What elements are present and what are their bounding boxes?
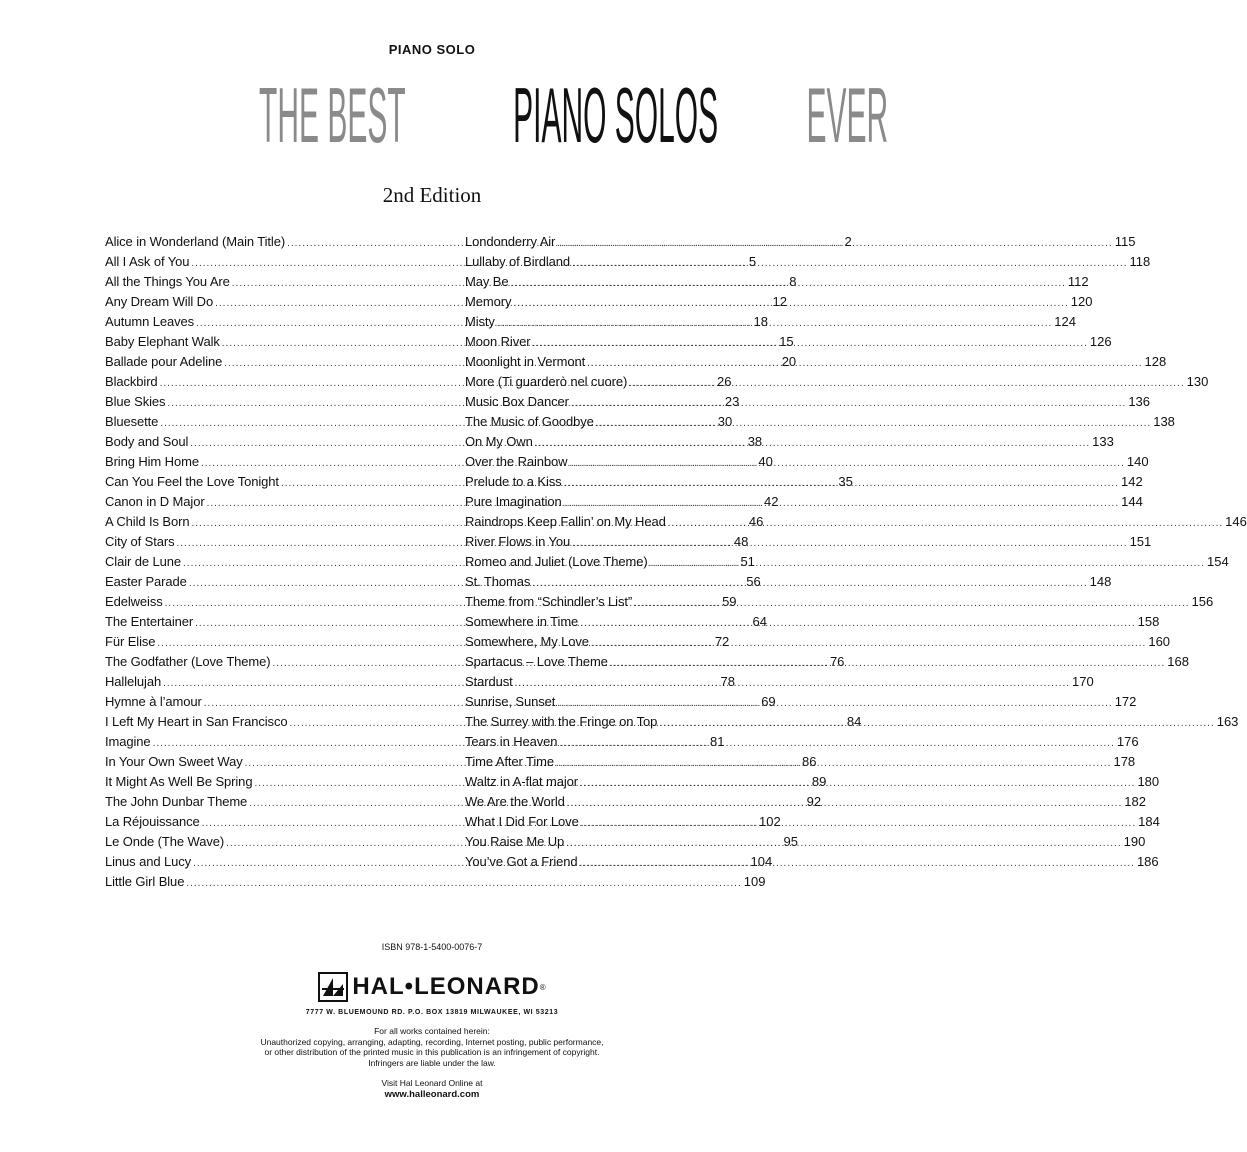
legal-line: Unauthorized copying, arranging, adapting, recording, Internet posting, public performance, [260,1036,604,1047]
toc-leader-dots [650,558,1205,569]
toc-entry-page: 186 [1136,854,1159,869]
toc-entry-title: In Your Own Sweet Way [105,754,243,769]
toc-entry-title: Londonderry Air [465,234,556,249]
title-part-the-best: THE BEST [259,71,406,159]
toc-entry-page: 156 [1191,594,1214,609]
toc-leader-dots [564,498,1119,509]
toc-entry-page: 109 [743,874,766,889]
toc-entry-page: 160 [1148,634,1171,649]
publisher-address: 7777 W. BLUEMOUND RD. P.O. BOX 13819 MILWAUKEE, WI 53213 [305,1009,559,1016]
toc-entry-title: A Child Is Born [105,514,190,529]
toc-entry [465,314,1076,334]
toc-entry-page: 86 [802,754,817,769]
toc-entry-page: 151 [1129,534,1152,549]
toc-entry-title: You’ve Got a Friend [465,854,578,869]
toc-leader-dots [580,778,1135,789]
toc-entry-page: 15 [779,334,794,349]
toc-leader-dots [569,458,1124,469]
toc-entry-title: Clair de Lune [105,554,182,569]
toc-entry-page: 126 [1089,334,1112,349]
toc-leader-dots [610,658,1165,669]
toc-leader-dots [566,838,1121,849]
toc-entry-page: 26 [717,374,732,389]
toc-entry-title: I Left My Heart in San Francisco [105,714,288,729]
toc-entry-title: Memory [465,294,512,309]
toc-leader-dots [634,598,1189,609]
toc-entry-page: 154 [1207,554,1229,569]
toc-entry-title: The Godfather (Love Theme) [105,654,271,669]
toc-entry-page: 42 [763,494,779,509]
toc-entry-title: Canon in D Major [105,494,205,509]
toc-entry-page: 180 [1137,774,1160,789]
toc-entry-title: Bring Him Home [105,454,199,469]
visit-text: Visit Hal Leonard Online at [381,1078,483,1088]
hal-leonard-logo-icon [318,972,348,1002]
toc-entry-title: Sunrise, Sunset [465,694,556,709]
toc-entry-page: 128 [1144,354,1167,369]
toc-leader-dots [510,278,1065,289]
toc-leader-dots [580,858,1135,869]
toc-entry-title: It Might As Well Be Spring [105,774,253,789]
toc-entry-page: 35 [838,474,853,489]
toc-entry [465,454,1149,474]
toc-entry-page: 158 [1137,614,1160,629]
toc-entry-page: 148 [1089,574,1112,589]
toc-entry-page: 120 [1070,294,1093,309]
toc-entry-page: 2 [844,234,852,249]
toc-leader-dots [556,758,1111,769]
toc-entry-page: 5 [748,254,757,269]
toc-entry-title: Linus and Lucy [105,854,192,869]
toc-entry-page: 12 [772,294,787,309]
toc-entry [465,854,1159,874]
toc-entry [465,394,1151,414]
copyright-notice [0,1026,864,1068]
toc-leader-dots [581,818,1136,829]
toc-leader-dots [559,738,1114,749]
toc-entry-page: 142 [1121,474,1143,489]
toc-entry-title: Baby Elephant Walk [105,334,220,349]
toc-entry [105,874,766,894]
toc-entry-title: All I Ask of You [105,254,190,269]
toc-leader-dots [580,618,1135,629]
toc-entry-page: 56 [746,574,761,589]
toc-leader-dots [564,478,1119,489]
toc-entry-title: La Réjouissance [105,814,200,829]
toc-entry-page: 78 [720,674,735,689]
toc-entry-page: 59 [722,594,737,609]
toc-entry [465,634,1171,654]
toc-leader-dots [557,698,1112,709]
toc-entry-page: 170 [1072,674,1094,689]
toc-leader-dots [572,538,1127,549]
toc-entry [465,674,1094,694]
toc-entry-page: 8 [789,274,797,289]
toc-entry-page: 163 [1216,714,1239,729]
toc-entry-page: 133 [1092,434,1114,449]
toc-entry-page: 136 [1128,394,1151,409]
toc-entry [465,414,1175,434]
toc-entry-title: River Flows in You [465,534,571,549]
toc-entry [465,574,1112,594]
toc-entry [465,594,1214,614]
toc-entry-title: Autumn Leaves [105,314,195,329]
toc-entry-title: Waltz in A-flat major [465,774,579,789]
toc-entry-title: All the Things You Are [105,274,230,289]
toc-entry-title: Somewhere, My Love [465,634,589,649]
toc-entry [465,434,1114,454]
toc-entry-page: 104 [750,854,773,869]
toc-leader-dots [515,678,1070,689]
toc-entry-page: 140 [1126,454,1149,469]
toc-entry-page: 118 [1129,254,1151,269]
toc-entry-page: 184 [1138,814,1160,829]
toc-entry [465,694,1137,714]
toc-entry-page: 46 [748,514,764,529]
toc-leader-dots [629,378,1184,389]
toc-leader-dots [557,238,1112,249]
toc-leader-dots [567,798,1122,809]
toc-entry-title: St. Thomas [465,574,531,589]
toc-entry-page: 144 [1121,494,1143,509]
toc-entry-page: 178 [1113,754,1136,769]
toc-leader-dots [532,578,1087,589]
publisher-logo [0,972,864,1002]
toc-entry [465,834,1146,854]
toc-entry-page: 115 [1114,234,1136,249]
publisher-name: HAL•LEONARD [352,973,540,1000]
toc-entry-title: City of Stars [105,534,175,549]
toc-entry [465,734,1139,754]
toc-entry [465,554,1229,574]
toc-entry-page: 48 [733,534,749,549]
series-label: PIANO SOLO [388,42,476,57]
toc-entry-title: The Music of Goodbye [465,414,594,429]
toc-entry-title: Tears in Heaven [465,734,558,749]
book-title [0,70,888,160]
toc-entry [465,534,1152,554]
toc-leader-dots [591,638,1146,649]
toc-entry-title: Easter Parade [105,574,187,589]
toc-entry [465,234,1136,254]
toc-entry-title: What I Did For Love [465,814,579,829]
toc-entry [465,814,1160,834]
toc-entry-page: 76 [829,654,845,669]
toc-entry-page: 146 [1225,514,1247,529]
toc-entry [465,494,1143,514]
toc-entry-page: 130 [1186,374,1209,389]
toc-entry-title: Any Dream Will Do [105,294,214,309]
toc-entry-title: Somewhere in Time [465,614,579,629]
toc-entry-title: Moonlight in Vermont [465,354,586,369]
toc-leader-dots [513,298,1068,309]
toc-entry [465,294,1093,314]
toc-entry-page: 89 [811,774,827,789]
toc-entry-page: 102 [759,814,781,829]
toc-entry-title: Alice in Wonderland (Main Title) [105,234,286,249]
toc-entry [465,514,1247,534]
toc-entry-title: Little Girl Blue [105,874,185,889]
toc-entry-page: 124 [1054,314,1076,329]
toc-entry-title: Romeo and Juliet (Love Theme) [465,554,648,569]
toc-entry-title: More (Ti guarderò nel cuore) [465,374,628,389]
isbn: ISBN 978-1-5400-0076-7 [381,942,483,952]
toc-leader-dots [668,518,1223,529]
toc-entry-page: 40 [758,454,773,469]
toc-entry-title: Pure Imagination [465,494,562,509]
toc-entry-title: Stardust [465,674,513,689]
toc-entry-page: 20 [781,354,797,369]
legal-line: Infringers are liable under the law. [368,1057,496,1068]
toc-entry-title: Raindrops Keep Fallin’ on My Head [465,514,666,529]
toc-entry-title: Over the Rainbow [465,454,568,469]
toc-entry-title: Blackbird [105,374,158,389]
toc-entry-page: 69 [761,694,776,709]
toc-entry-title: Imagine [105,734,151,749]
toc-entry-page: 92 [806,794,822,809]
toc-entry-title: Lullaby of Birdland [465,254,571,269]
toc-entry-title: Theme from “Schindler’s List” [465,594,633,609]
toc-entry-title: Music Box Dancer [465,394,569,409]
toc-entry-page: 38 [747,434,763,449]
registered-mark: ® [539,982,546,992]
toc-leader-dots [572,258,1127,269]
toc-leader-dots [532,338,1087,349]
toc-entry-title: Edelweiss [105,594,163,609]
toc-entry-title: The Surrey with the Fringe on Top [465,714,658,729]
toc-entry [465,274,1089,294]
toc-entry-title: Hymne à l’amour [105,694,202,709]
toc-entry-title: Misty [465,314,495,329]
toc-entry-page: 172 [1114,694,1137,709]
toc-entry-page: 95 [783,834,798,849]
toc-leader-dots [659,718,1214,729]
website-link[interactable]: www.halleonard.com [384,1089,480,1100]
toc-entry [465,354,1167,374]
toc-entry [465,334,1112,354]
toc-entry-page: 51 [740,554,755,569]
toc-leader-dots [535,438,1090,449]
toc-entry-page: 112 [1067,274,1089,289]
toc-entry-title: We Are the World [465,794,565,809]
toc-entry-page: 64 [752,614,767,629]
toc-entry-title: Time After Time [465,754,555,769]
toc-entry-title: Blue Skies [105,394,166,409]
edition-label: 2nd Edition [382,183,482,207]
toc-entry-title: The John Dunbar Theme [105,794,248,809]
legal-line: For all works contained herein: [374,1026,490,1036]
toc-entry-page: 168 [1167,654,1189,669]
toc-entry-page: 182 [1124,794,1146,809]
toc-entry-title: Body and Soul [105,434,189,449]
toc-entry-title: Prelude to a Kiss [465,474,562,489]
toc-entry-page: 18 [753,314,768,329]
toc-entry-title: Hallelujah [105,674,162,689]
toc-entry-title: On My Own [465,434,533,449]
toc-entry-page: 30 [717,414,733,429]
toc-entry-title: Can You Feel the Love Tonight [105,474,279,489]
toc-leader-dots [186,878,741,889]
toc-leader-dots [596,418,1151,429]
toc-leader-dots [497,318,1052,329]
toc-leader-dots [587,358,1142,369]
toc-entry-title: Moon River [465,334,531,349]
title-part-piano-solos: PIANO SOLOS [513,71,719,159]
toc-entry-title: The Entertainer [105,614,194,629]
toc-entry-page: 72 [714,634,730,649]
toc-entry-page: 138 [1153,414,1175,429]
toc-entry-title: You Raise Me Up [465,834,565,849]
toc-entry-title: May Be [465,274,509,289]
title-part-ever: EVER [806,71,888,159]
toc-entry [465,254,1151,274]
toc-entry-title: Spartacus – Love Theme [465,654,608,669]
toc-entry-page: 81 [709,734,725,749]
toc-entry-title: Ballade pour Adeline [105,354,223,369]
toc-entry-page: 190 [1123,834,1146,849]
toc-leader-dots [571,398,1126,409]
toc-entry-page: 23 [724,394,740,409]
toc-entry [465,614,1160,634]
toc-entry [465,374,1209,394]
legal-line: or other distribution of the printed music in this publication is an infringement of copyright. [264,1047,600,1057]
toc-entry-title: Für Elise [105,634,156,649]
toc-entry-page: 176 [1116,734,1139,749]
toc-entry-page: 84 [846,714,862,729]
toc-entry-title: Le Onde (The Wave) [105,834,225,849]
toc-entry-title: Bluesette [105,414,159,429]
